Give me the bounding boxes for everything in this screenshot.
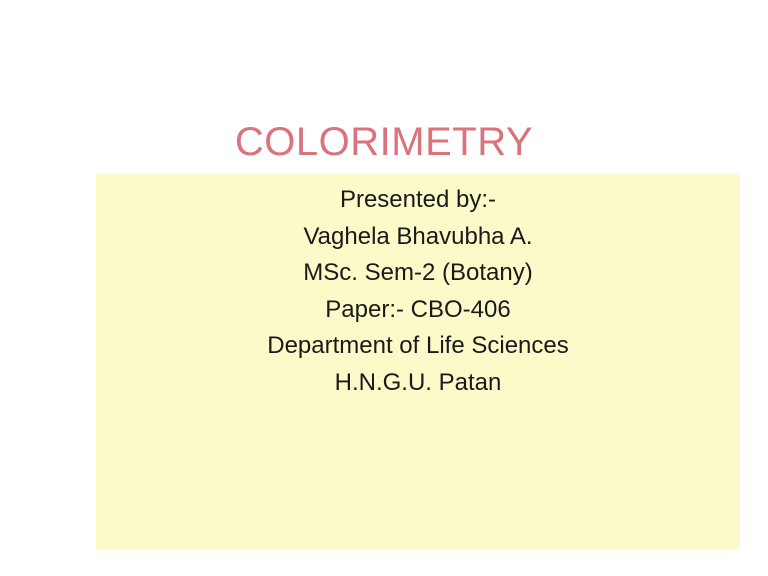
body-line: Department of Life Sciences — [267, 332, 569, 359]
body-line: H.N.G.U. Patan — [334, 368, 502, 396]
slide-body-text — [96, 182, 740, 401]
body-line: Presented by:- — [339, 186, 497, 213]
body-line: Vaghela Bhavubha A. — [303, 222, 533, 250]
body-line: MSc. Sem-2 (Botany) — [303, 259, 533, 286]
page-title: COLORIMETRY — [234, 120, 534, 164]
body-line: Paper:- CBO-406 — [325, 295, 511, 323]
